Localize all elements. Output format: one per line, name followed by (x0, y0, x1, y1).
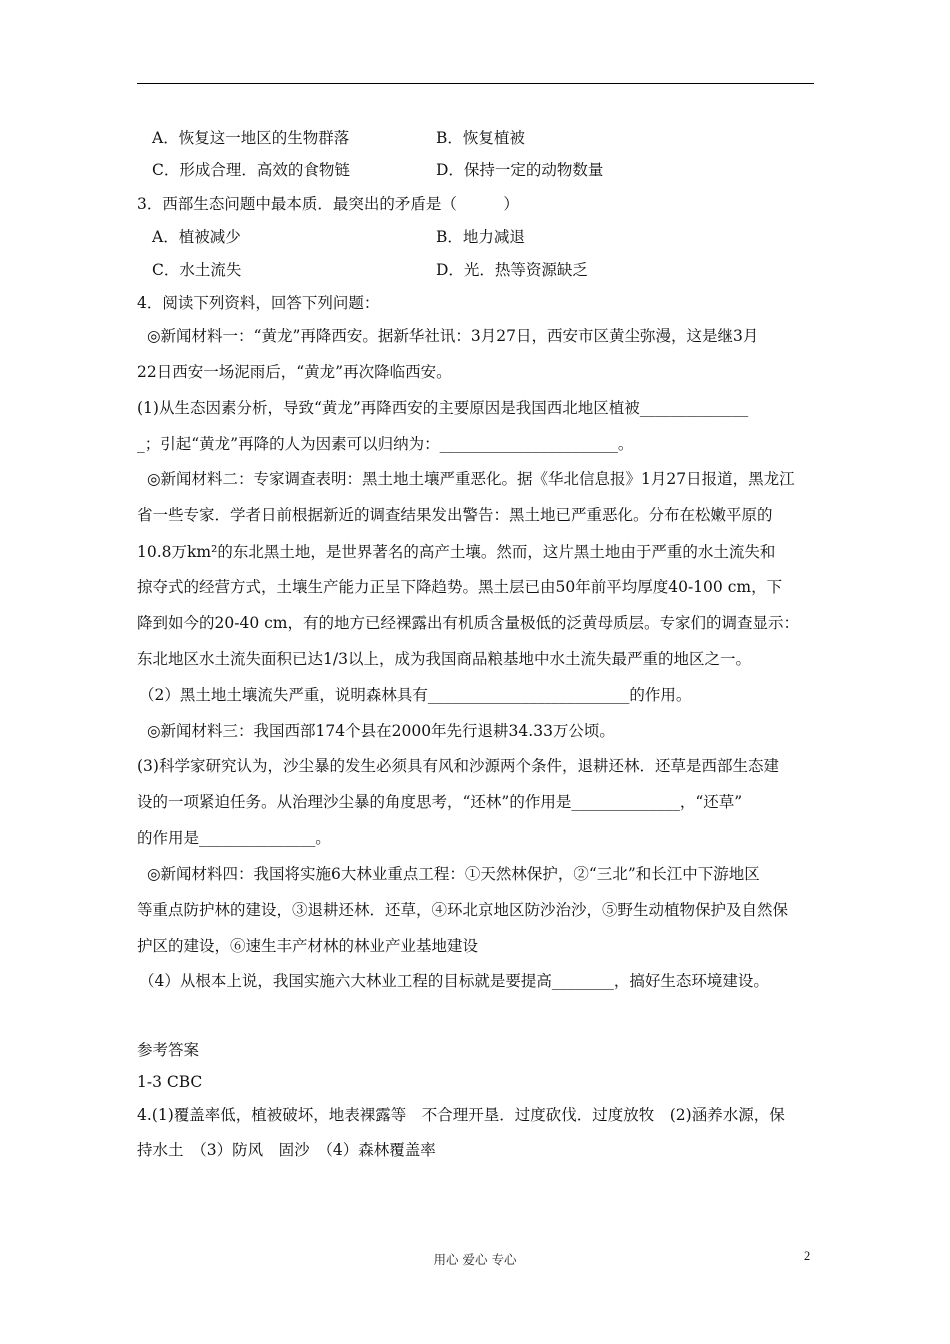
q2-option-a: A．恢复这一地区的生物群落 (152, 129, 350, 147)
news2-line: ◎新闻材料二：专家调查表明：黑土地土壤严重恶化。据《华北信息报》1月27日报道，黑龙江 (147, 470, 795, 488)
sub-question-1-line: _；引起“黄龙”再降的人为因素可以归纳为：_______________________。 (137, 435, 634, 453)
news4-line: ◎新闻材料四：我国将实施6大林业重点工程：①天然林保护，②“三北”和长江中下游地区 (147, 865, 760, 883)
sub-question-3-line: 设的一项紧迫任务。从治理沙尘暴的角度思考，“还林”的作用是______________，“还草” (137, 793, 743, 811)
q3-option-a: A．植被减少 (152, 228, 241, 246)
q3-option-b: B．地力减退 (436, 228, 525, 246)
answer-line: 持水土 （3）防风 固沙 （4）森林覆盖率 (137, 1141, 436, 1159)
sub-question-4: （4）从根本上说，我国实施六大林业工程的目标就是要提高________，搞好生态环境建设。 (139, 972, 769, 990)
sub-question-1-line: (1)从生态因素分析，导致“黄龙”再降西安的主要原因是我国西北地区植被______________ (137, 399, 749, 417)
q4-stem: 4．阅读下列资料，回答下列问题： (137, 294, 380, 312)
news2-line: 省一些专家．学者日前根据新近的调查结果发出警告：黑土地已严重恶化。分布在松嫩平原的 (137, 506, 773, 524)
news4-line: 护区的建设，⑥速生丰产材林的林业产业基地建设 (137, 937, 479, 955)
footer-text: 用心 爱心 专心 (433, 1252, 517, 1267)
q3-stem: 3．西部生态问题中最本质．最突出的矛盾是（ ） (137, 195, 519, 213)
page-number: 2 (804, 1249, 811, 1263)
news1-line: 22日西安一场泥雨后，“黄龙”再次降临西安。 (137, 363, 452, 381)
news4-line: 等重点防护林的建设，③退耕还林．还草，④环北京地区防沙治沙，⑤野生动植物保护及自然保 (137, 901, 789, 919)
answer-line: 1-3 CBC (137, 1073, 203, 1091)
news2-line: 掠夺式的经营方式，土壤生产能力正呈下降趋势。黑土层已由50年前平均厚度40-100 cm，下 (137, 578, 783, 596)
news1-line: ◎新闻材料一：“黄龙”再降西安。据新华社讯：3月27日，西安市区黄尘弥漫，这是继3月 (147, 327, 759, 345)
sub-question-3-line: 的作用是_______________。 (137, 829, 331, 847)
q3-option-c: C．水土流失 (152, 261, 242, 279)
news2-line: 降到如今的20-40 cm，有的地方已经裸露出有机质含量极低的泛黄母质层。专家们的调查显示： (137, 614, 799, 632)
q2-option-b: B．恢复植被 (436, 129, 525, 147)
answer-line: 4.(1)覆盖率低，植被破坏，地表裸露等 不合理开垦．过度砍伐．过度放牧 (2)涵养水源，保 (137, 1106, 785, 1124)
header-rule (137, 83, 814, 84)
news2-line: 10.8万km²的东北黑土地，是世界著名的高产土壤。然而，这片黑土地由于严重的水土流失和 (137, 543, 776, 561)
news3-line: ◎新闻材料三：我国西部174个县在2000年先行退耕34.33万公顷。 (147, 722, 615, 740)
answers-heading: 参考答案 (137, 1041, 200, 1059)
q3-option-d: D．光．热等资源缺乏 (436, 261, 588, 279)
sub-question-3-line: (3)科学家研究认为，沙尘暴的发生必须具有风和沙源两个条件，退耕还林．还草是西部生态建 (137, 757, 779, 775)
q2-option-d: D．保持一定的动物数量 (436, 161, 604, 179)
news2-line: 东北地区水土流失面积已达1/3以上，成为我国商品粮基地中水土流失最严重的地区之一。 (137, 650, 751, 668)
q2-option-c: C．形成合理．高效的食物链 (152, 161, 350, 179)
sub-question-2: （2）黑土地土壤流失严重，说明森林具有__________________________的作用。 (139, 686, 692, 704)
